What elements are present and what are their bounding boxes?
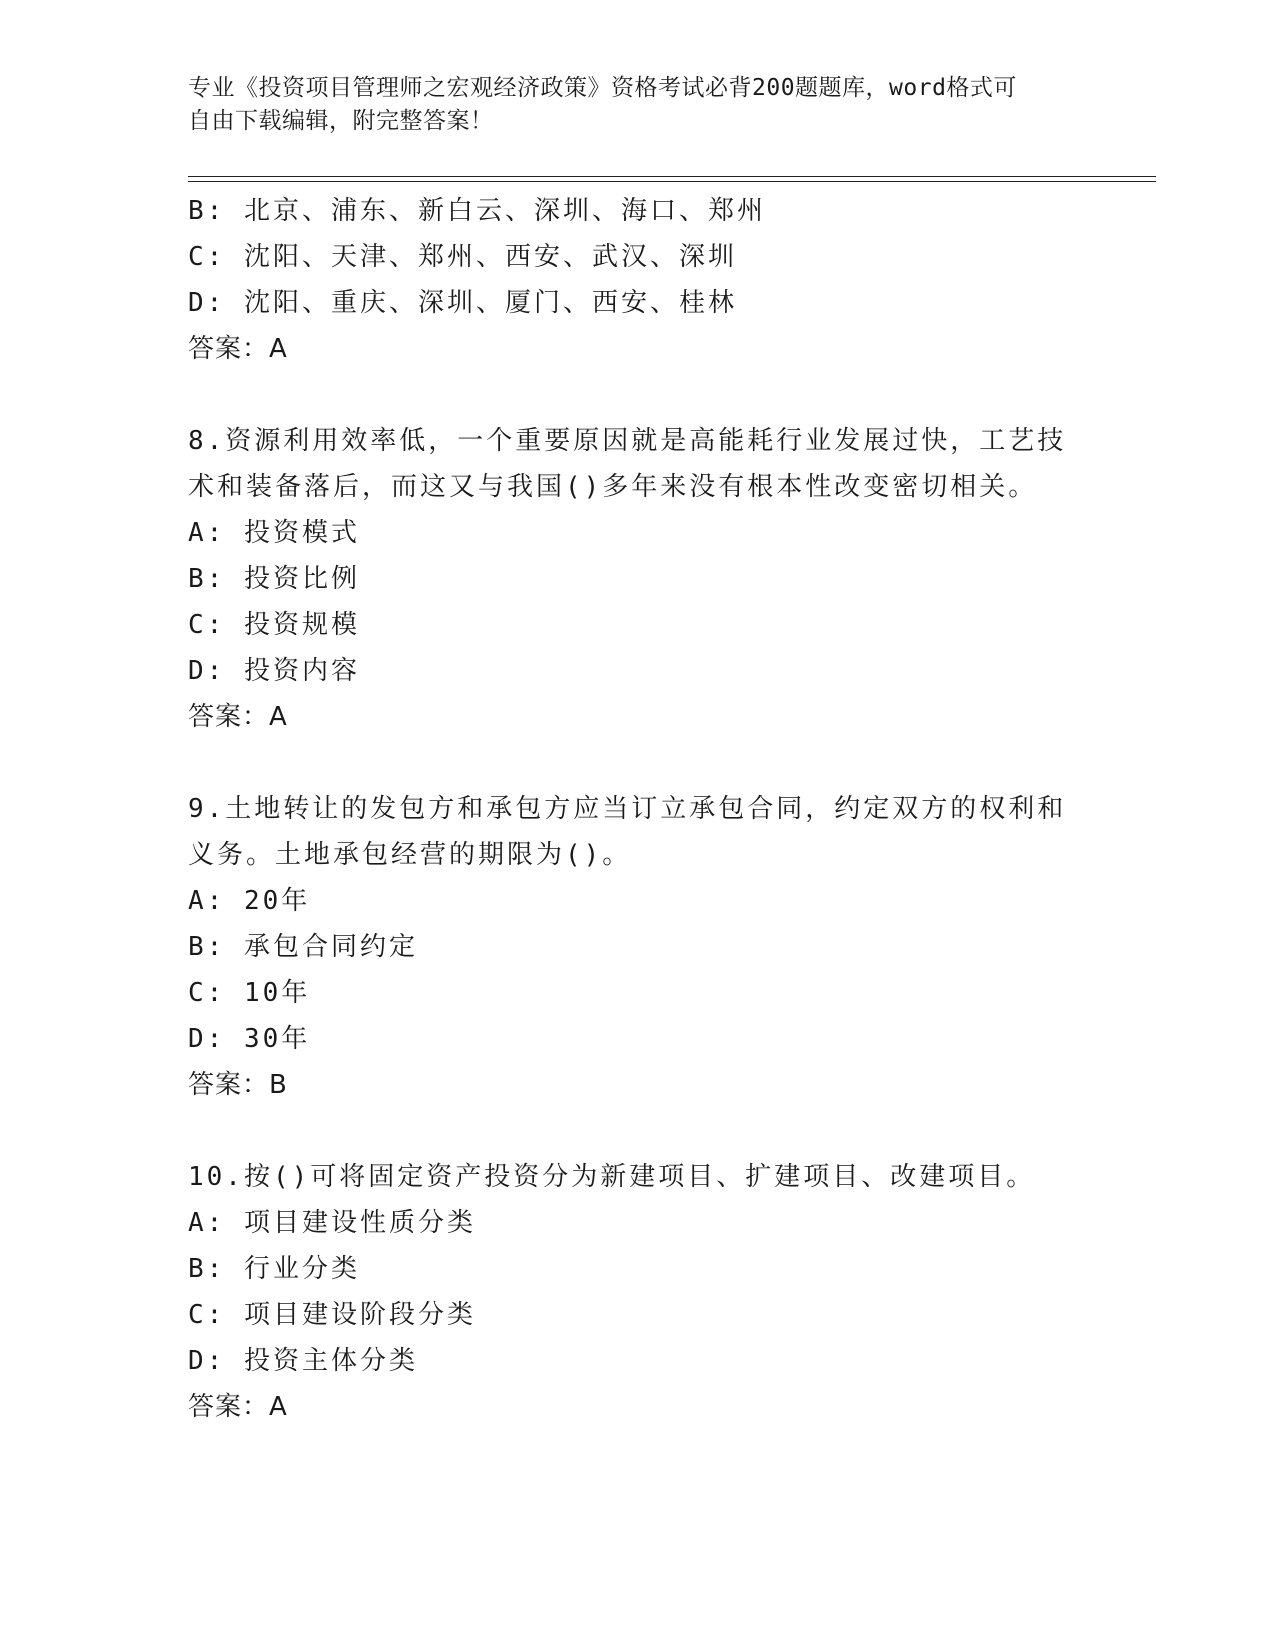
header-line-1: 专业《投资项目管理师之宏观经济政策》资格考试必背200题题库，word格式可 xyxy=(188,75,1017,101)
question-list xyxy=(188,188,1088,1430)
question-stem xyxy=(188,418,1088,510)
header-divider-top xyxy=(188,176,1156,177)
question-7-partial xyxy=(188,188,1088,372)
option-c: C: 投资规模 xyxy=(188,610,360,640)
option-d: D: 投资内容 xyxy=(188,656,360,686)
stem-line-1: 10.按()可将固定资产投资分为新建项目、扩建项目、改建项目。 xyxy=(188,1162,1036,1192)
header-divider-bottom xyxy=(188,181,1156,182)
option-c: C: 沈阳、天津、郑州、西安、武汉、深圳 xyxy=(188,242,737,272)
answer-label: 答案：B xyxy=(188,1070,288,1100)
stem-line-1: 9.土地转让的发包方和承包方应当订立承包合同，约定双方的权利和 xyxy=(188,794,1067,824)
option-d: D: 投资主体分类 xyxy=(188,1346,418,1376)
option-d: D: 沈阳、重庆、深圳、厦门、西安、桂林 xyxy=(188,288,737,318)
option-b: B: 投资比例 xyxy=(188,564,360,594)
option-a: A: 20年 xyxy=(188,886,311,916)
question-10 xyxy=(188,1154,1088,1430)
stem-line-2: 义务。土地承包经营的期限为()。 xyxy=(188,840,632,870)
option-b: B: 承包合同约定 xyxy=(188,932,418,962)
option-b: B: 北京、浦东、新白云、深圳、海口、郑州 xyxy=(188,196,766,226)
question-9 xyxy=(188,786,1088,1108)
question-stem xyxy=(188,786,1088,878)
option-c: C: 10年 xyxy=(188,978,311,1008)
header-line-2: 自由下载编辑，附完整答案！ xyxy=(188,108,494,134)
stem-line-1: 8.资源利用效率低，一个重要原因就是高能耗行业发展过快，工艺技 xyxy=(188,426,1067,456)
answer-label: 答案：A xyxy=(188,1392,288,1422)
answer-label: 答案：A xyxy=(188,702,288,732)
question-8 xyxy=(188,418,1088,740)
option-c: C: 项目建设阶段分类 xyxy=(188,1300,476,1330)
option-b: B: 行业分类 xyxy=(188,1254,360,1284)
answer-label: 答案：A xyxy=(188,334,288,364)
document-header xyxy=(188,72,1068,138)
question-stem xyxy=(188,1154,1088,1200)
option-d: D: 30年 xyxy=(188,1024,311,1054)
option-a: A: 项目建设性质分类 xyxy=(188,1208,476,1238)
option-a: A: 投资模式 xyxy=(188,518,360,548)
stem-line-2: 术和装备落后，而这又与我国()多年来没有根本性改变密切相关。 xyxy=(188,472,1038,502)
